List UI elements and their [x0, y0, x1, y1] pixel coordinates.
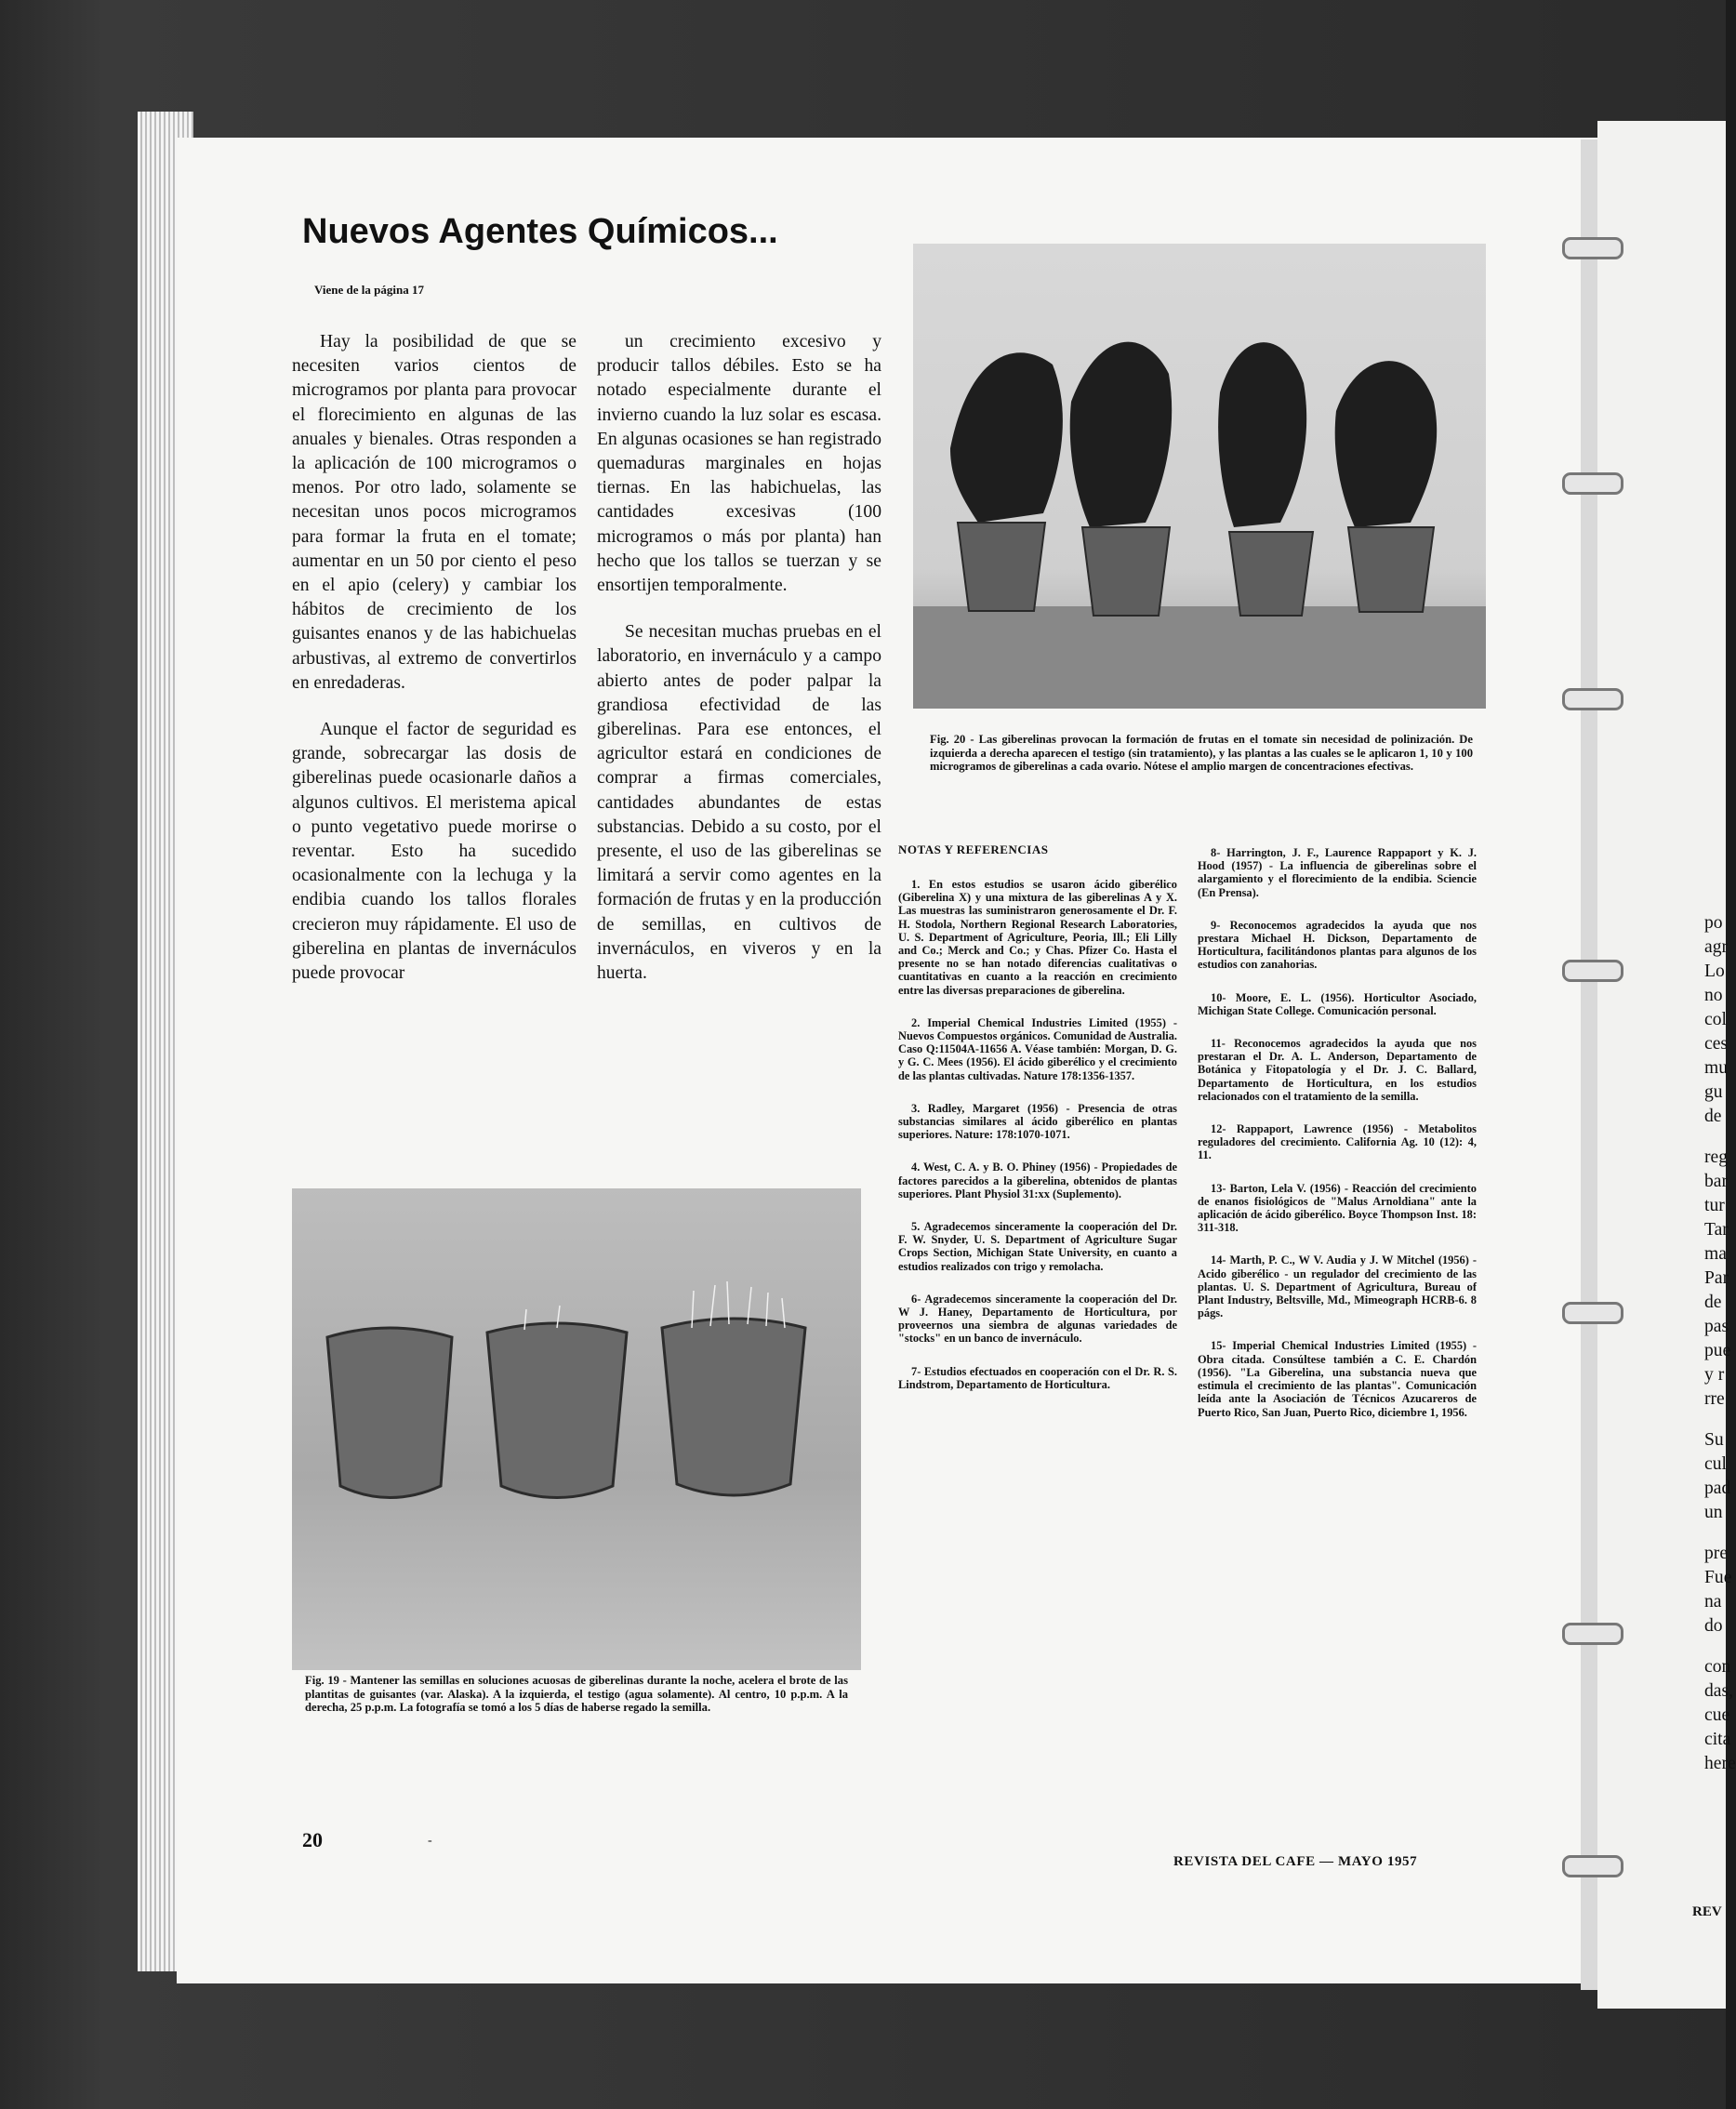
fig20-caption: Fig. 20 - Las giberelinas provocan la formación de frutas en el tomate sin necesidad de polinización. De izquierda a derecha aparecen el testigo (sin tratamiento), y las plantas a las cuales se le aplicaron 1, 10 y 100 microgramos de giberelinas a cada ovario. Nótese el amplio margen de concentraciones efectivas.	[930, 733, 1473, 773]
facing-page-text-fragment: Su	[1704, 1430, 1724, 1450]
reference-item: 5. Agradecemos sinceramente la cooperación del Dr. F. W. Snyder, U. S. Department of Agriculture Sugar Crops Section, Michigan State University, en cuanto a estudios realizados con trigo y remolacha.	[898, 1220, 1177, 1273]
facing-page-text-fragment: tur	[1704, 1196, 1725, 1215]
binding-spine	[1581, 139, 1597, 1990]
facing-page-text-fragment: ma	[1704, 1244, 1727, 1264]
journal-footer: REVISTA DEL CAFE — MAYO 1957	[1173, 1854, 1418, 1869]
binder-ring	[1562, 688, 1623, 710]
facing-page-text-fragment: pre	[1704, 1544, 1729, 1563]
body-paragraph: Aunque el factor de seguridad es grande, sobrecargar las dosis de giberelinas puede ocasionarle daños a algunos cultivos. El meristema apical o punto vegetativo puede morirse o reventar. Esto ha sucedido ocasionalmente con la lechuga y la endibia cuando los tallos florales crecieron muy rápidamente. El uso de giberelina en plantas de invernáculos puede provocar	[292, 720, 576, 984]
binder-ring	[1562, 472, 1623, 495]
binder-ring	[1562, 1623, 1623, 1645]
reference-item: 1. En estos estudios se usaron ácido giberélico (Giberelina X) y una mixtura de las giberelinas A y X. Las muestras las suministraron generosamente el Dr. F. H. Stodola, Northern Regional Research Laboratories, U. S. Department of Agriculture, Peoria, Ill.; Eli Lilly and Co.; Merck and Co.; y Chas. Pfizer Co. Hasta el presente no se han notado diferencias cualitativas o cuantitativas en cuanto a la reacción en crecimiento entre las diversas preparaciones de giberelina.	[898, 878, 1177, 997]
fig20-tomato-photo	[913, 244, 1486, 709]
facing-page-text-fragment: po	[1704, 913, 1723, 933]
facing-page-text-fragment: das,	[1704, 1681, 1734, 1701]
facing-page-text-fragment: gu	[1704, 1082, 1723, 1102]
facing-page-text-fragment: mu	[1704, 1058, 1729, 1078]
facing-page-text-fragment: do	[1704, 1616, 1723, 1636]
body-paragraph: Hay la posibilidad de que se necesiten varios cientos de microgramos por planta para provocar el florecimiento en algunas de las anuales y bienales. Otras responden a la aplicación de 100 microgramos o menos. Por otro lado, solamente se necesitan unos pocos microgramos para formar la fruta en el tomate; aumentar en un 50 por ciento el peso en el apio (celery) y cambiar los hábitos de crecimiento de los guisantes enanos y de las habichuelas arbustivas, al extremo de convertirlos en enredaderas.	[292, 332, 576, 693]
facing-page-text-fragment: pad	[1704, 1479, 1731, 1498]
facing-page-text-fragment: Par	[1704, 1268, 1729, 1288]
reference-item: 13- Barton, Lela V. (1956) - Reacción del crecimiento de enanos fisiológicos de "Malus Arnoldiana" ante la aplicación de ácido giberélico. Boyce Thompson Inst. 18: 311-318.	[1198, 1181, 1477, 1235]
body-paragraph: un crecimiento excesivo y producir tallos débiles. Esto se ha notado especialmente durante el invierno cuando la luz solar es escasa. En algunas ocasiones se han registrado quemaduras marginales en hojas tiernas. En las habichuelas, las cantidades excesivas (100 microgramos o más por planta) han hecho que los tallos se tuerzan y se ensortijen temporalmente.	[597, 332, 881, 596]
body-paragraph: Se necesitan muchas pruebas en el laboratorio, en invernáculo y a campo abierto antes de poder palpar la grandiosa efectividad de las giberelinas. Para ese entonces, el agricultor estará en condiciones de comprar a firmas comerciales, cantidades abundantes de estas substancias. Debido a su costo, por el presente, el uso de las giberelinas se limitará a servir como agentes en la formación de frutas y en la producción de semillas, en cultivos de invernáculos, en viveros y en la huerta.	[597, 622, 881, 984]
reference-item: 3. Radley, Margaret (1956) - Presencia de otras substancias similares al ácido giberélico en plantas superiores. Nature: 178:1070-1071.	[898, 1101, 1177, 1142]
references-column-1	[898, 878, 1177, 1411]
binder-ring	[1562, 960, 1623, 982]
reference-item: 8- Harrington, J. F., Laurence Rappaport y K. J. Hood (1957) - La influencia de giberelinas sobre el alargamiento y el florecimiento de la endibia. Sciencie (En Prensa).	[1198, 846, 1477, 899]
facing-page-text-fragment: de	[1704, 1293, 1722, 1312]
reference-item: 12- Rappaport, Lawrence (1956) - Metabolitos reguladores del crecimiento. California Ag. 10 (12): 4, 11.	[1198, 1122, 1477, 1162]
fig19-pots-photo	[292, 1188, 861, 1670]
facing-page-text-fragment: cue	[1704, 1705, 1730, 1725]
facing-page-footer: REV	[1692, 1904, 1722, 1919]
facing-page-text-fragment: pue	[1704, 1341, 1731, 1360]
reference-item: 9- Reconocemos agradecidos la ayuda que nos prestara Michael H. Dickson, Departamento de Horticultura, facilitándonos plantas para algunos de los estudios con zanahorias.	[1198, 918, 1477, 972]
fig19-caption: Fig. 19 - Mantener las semillas en soluciones acuosas de giberelinas durante la noche, acelera el brote de las plantitas de guisantes (var. Alaska). A la izquierda, el testigo (agua solamente). Al centro, 10 p.p.m. A la derecha, 25 p.p.m. La fotografía se tomó a los 5 días de haberse regado la semilla.	[305, 1674, 848, 1714]
body-column-left	[292, 330, 576, 1008]
reference-item: 10- Moore, E. L. (1956). Horticultor Asociado, Michigan State College. Comunicación personal.	[1198, 990, 1477, 1017]
facing-page-text-fragment: agr	[1704, 937, 1729, 957]
reference-item: 14- Marth, P. C., W V. Audia y J. W Mitchel (1956) - Acido giberélico - un regulador del crecimiento de las plantas. U. S. Department of Agricultura, Bureau of Plant Industry, Beltsville, Md., Mimeograph HCRB-6. 8 págs.	[1198, 1253, 1477, 1320]
reference-item: 15- Imperial Chemical Industries Limited (1955) - Obra citada. Consúltese también a C. E. Chardón (1956). "La Giberelina, una substancia nueva que estimula el crecimiento de las plantas". Comunicación leída ante la Asociación de Técnicos Azucareros de Puerto Rico, San Juan, Puerto Rico, diciembre 1, 1956.	[1198, 1339, 1477, 1419]
facing-page-text-fragment: Fue	[1704, 1568, 1732, 1587]
facing-page-text-fragment: na	[1704, 1592, 1722, 1612]
facing-page-text-fragment: rre	[1704, 1389, 1725, 1409]
body-column-right	[597, 330, 881, 1008]
facing-page-text-fragment: ces	[1704, 1034, 1729, 1054]
references-heading: NOTAS Y REFERENCIAS	[898, 842, 1049, 856]
facing-page-text-fragment: Tar	[1704, 1220, 1729, 1240]
continued-from-note: Viene de la página 17	[314, 283, 424, 297]
binder-ring	[1562, 1855, 1623, 1877]
facing-page-text-fragment: pas	[1704, 1317, 1729, 1336]
facing-page-text-fragment: bar	[1704, 1172, 1729, 1191]
references-column-2	[1198, 846, 1477, 1439]
reference-item: 6- Agradecemos sinceramente la cooperación del Dr. W J. Haney, Departamento de Horticultura, por proveernos una siembra de algunas variedades de "stocks" en un banco de invernáculo.	[898, 1292, 1177, 1346]
footer-mark: -	[428, 1834, 432, 1848]
reference-item: 4. West, C. A. y B. O. Phiney (1956) - Propiedades de factores parecidos a la giberelina, obtenidos de plantas superiores. Plant Physiol 31:xx (Suplemento).	[898, 1161, 1177, 1200]
facing-page-text-fragment: no	[1704, 986, 1723, 1005]
facing-page-text-fragment: Lo	[1704, 962, 1725, 981]
reference-item: 11- Reconocemos agradecidos la ayuda que nos prestaran el Dr. A. L. Anderson, Departamento de Botánica y Fitopatología y el Dr. J. C. Ballard, Departamento de Horticultura, en los estudios relacionados con el tratamiento de la semilla.	[1198, 1037, 1477, 1103]
facing-page-text-fragment: cita	[1704, 1730, 1731, 1749]
binder-ring	[1562, 237, 1623, 259]
facing-page-text-fragment: con	[1704, 1657, 1731, 1677]
facing-page-text-fragment: reg	[1704, 1147, 1729, 1167]
facing-page-text-fragment: de	[1704, 1107, 1722, 1126]
facing-page-text-fragment: y r	[1704, 1365, 1725, 1385]
article-title: Nuevos Agentes Químicos...	[302, 212, 778, 251]
binder-ring	[1562, 1302, 1623, 1324]
page-number: 20	[302, 1828, 323, 1851]
reference-item: 2. Imperial Chemical Industries Limited (1955) - Nuevos Compuestos orgánicos. Comunidad de Australia. Caso Q:11504A-11656 A. Véase también: Morgan, D. G. y G. C. Mees (1956). El ácido giberélico y el crecimiento de las plantas cultivadas. Nature 178:1356-1357.	[898, 1015, 1177, 1082]
facing-page-text-fragment: here	[1704, 1754, 1736, 1773]
facing-page-text-fragment: cul	[1704, 1454, 1727, 1474]
facing-page-text-fragment: un	[1704, 1503, 1723, 1522]
facing-page-text-fragment: col	[1704, 1010, 1727, 1029]
reference-item: 7- Estudios efectuados en cooperación con el Dr. R. S. Lindstrom, Departamento de Horticultura.	[898, 1364, 1177, 1391]
